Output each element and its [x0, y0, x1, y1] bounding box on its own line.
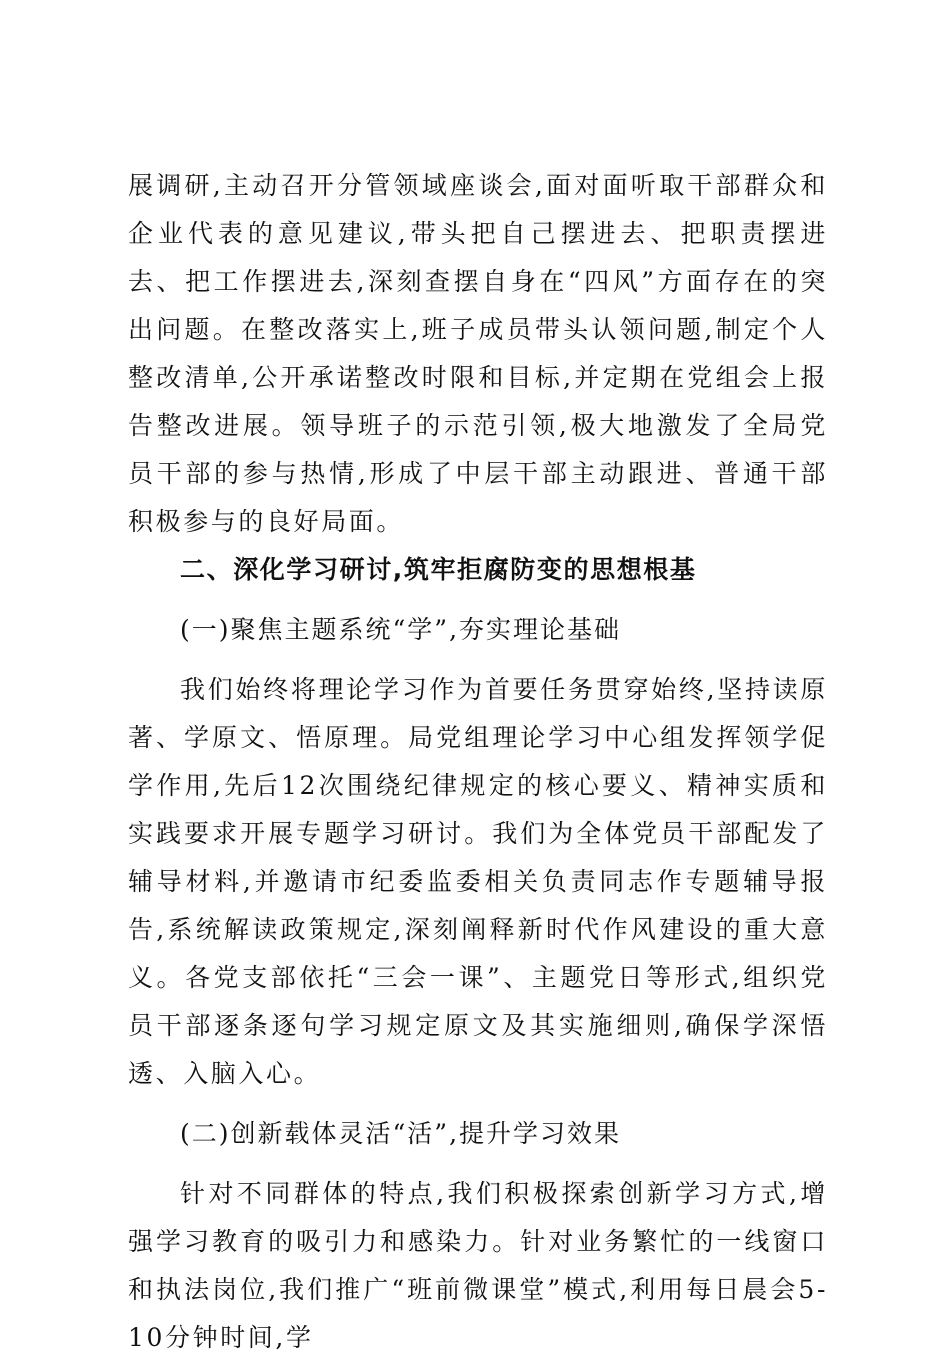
document-body	[128, 162, 828, 1362]
subsection-1-title: (一)聚焦主题系统“学”,夯实理论基础	[180, 615, 622, 644]
section-heading: 二、深化学习研讨,筑牢拒腐防变的思想根基	[180, 555, 697, 584]
subsection-2-body: 针对不同群体的特点,我们积极探索创新学习方式,增强学习教育的吸引力和感染力。针对业务繁忙的一线窗口和执法岗位,我们推广“班前微课堂”模式,利用每日晨会5-10分钟时间,学	[128, 1179, 828, 1352]
subsection-2-title: (二)创新载体灵活“活”,提升学习效果	[180, 1119, 622, 1148]
subsection-1-body: 我们始终将理论学习作为首要任务贯穿始终,坚持读原著、学原文、悟原理。局党组理论学习中心组发挥领学促学作用,先后12次围绕纪律规定的核心要义、精神实质和实践要求开展专题学习研讨。我们为全体党员干部配发了辅导材料,并邀请市纪委监委相关负责同志作专题辅导报告,系统解读政策规定,深刻阐释新时代作风建设的重大意义。各党支部依托“三会一课”、主题党日等形式,组织党员干部逐条逐句学习规定原文及其实施细则,确保学深悟透、入脑入心。	[128, 675, 828, 1088]
continuation-paragraph: 展调研,主动召开分管领域座谈会,面对面听取干部群众和企业代表的意见建议,带头把自己摆进去、把职责摆进去、把工作摆进去,深刻查摆自身在“四风”方面存在的突出问题。在整改落实上,班子成员带头认领问题,制定个人整改清单,公开承诺整改时限和目标,并定期在党组会上报告整改进展。领导班子的示范引领,极大地激发了全局党员干部的参与热情,形成了中层干部主动跟进、普通干部积极参与的良好局面。	[128, 171, 828, 536]
